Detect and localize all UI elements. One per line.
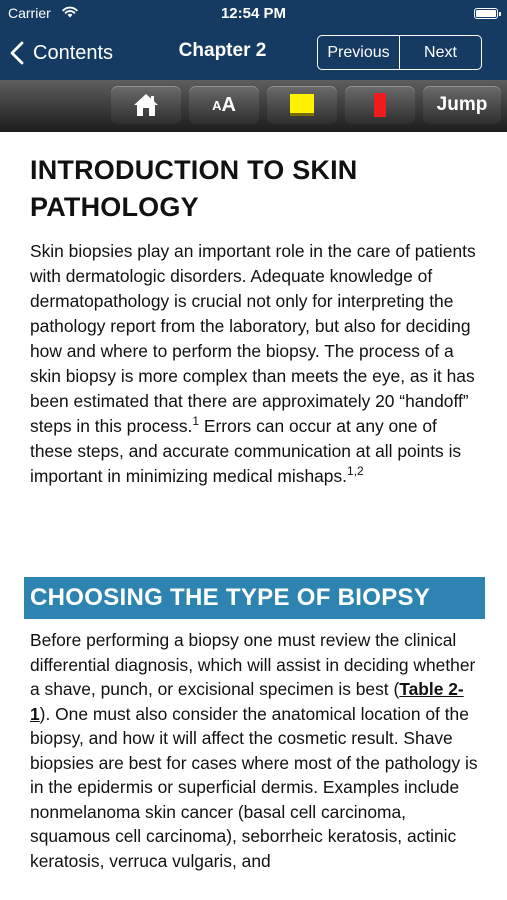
reader-toolbar [0, 80, 507, 132]
back-label: Contents [33, 41, 114, 64]
status-time: 12:54 PM [220, 5, 287, 22]
section-heading-introduction: INTRODUCTION TO SKIN PATHOLOGY [30, 155, 358, 222]
biopsy-text-part2: ). One must also consider the anatomical location of the biopsy, and how it will affect the cosmetic result. Shave biopsies are best for cases where most of the pathology is in the epidermis or superficial dermis. Examples include nonmelanoma skin cancer (basal cell carcinoma, squamous cell carcinoma), seborrheic keratosis, actinic keratosis, verruca vulgaris, and [30, 703, 478, 871]
battery-icon [474, 8, 498, 19]
bookmark-icon [374, 93, 386, 117]
carrier-label: Carrier [8, 5, 51, 21]
highlighter-icon [290, 94, 314, 116]
section-heading-biopsy: CHOOSING THE TYPE OF BIOPSY [30, 584, 431, 611]
table-link[interactable]: Table 2-1 [30, 679, 464, 724]
intro-paragraph [30, 239, 482, 489]
status-bar [0, 0, 507, 28]
chevron-left-icon [10, 41, 24, 65]
chapter-segmented-control [317, 35, 482, 70]
chapter-content [30, 152, 480, 226]
intro-text-part1: Skin biopsies play an important role in the care of patients with dermatologic disorders. Adequate knowledge of dermatopathology is crucial not only for interpreting the pathology report from the laboratory, but also for deciding how and where to perform the biopsy. The process of a skin biopsy is more complex than meets the eye, as it has been estimated that there are approximately 20 “handoff” steps in this process. [30, 241, 476, 436]
citation-1-2[interactable]: 1,2 [347, 464, 364, 479]
biopsy-text-part1: Before performing a biopsy one must review the clinical differential diagnosis, which will assist in deciding whether a shave, punch, or excisional specimen is best ( [30, 630, 476, 699]
font-size-small-label: A [212, 97, 222, 113]
home-icon [132, 92, 160, 118]
highlight-button[interactable] [267, 86, 337, 124]
section-banner [24, 577, 485, 619]
next-button[interactable]: Next [424, 43, 457, 61]
font-size-large-label: A [221, 93, 236, 116]
bookmark-button[interactable] [345, 86, 415, 124]
page-title: Chapter 2 [178, 40, 267, 61]
jump-button[interactable]: Jump [423, 86, 501, 124]
biopsy-paragraph [30, 628, 482, 873]
font-size-button[interactable] [189, 86, 259, 124]
citation-1[interactable]: 1 [192, 414, 200, 429]
home-button[interactable] [111, 86, 181, 124]
back-button[interactable] [10, 36, 113, 70]
previous-button[interactable]: Previous [318, 36, 400, 69]
navigation-bar [0, 0, 507, 80]
intro-text-part2: Errors can occur at any one of these steps, and accurate communication at all points is important in minimizing medical mishaps. [30, 416, 462, 486]
